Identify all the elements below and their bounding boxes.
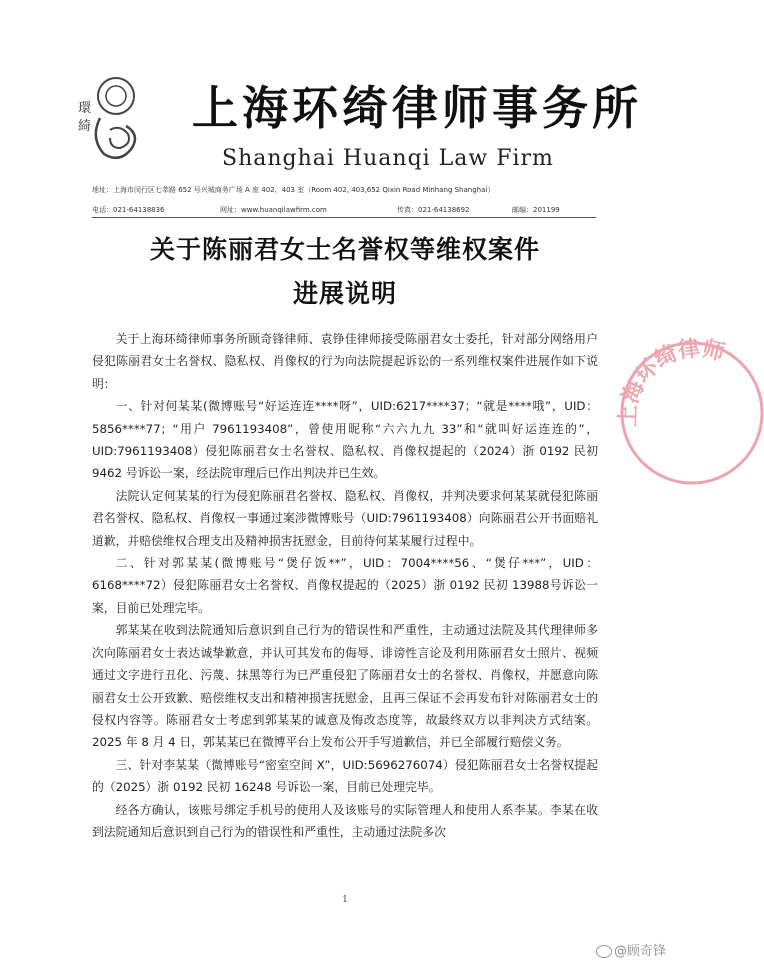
body-paragraph: 经各方确认，该账号绑定手机号的使用人及该账号的实际管理人和使用人系李某。李某在收到法院通知后意识到自己行为的错误性和严重性，主动通过法院多次 bbox=[92, 802, 598, 839]
body-paragraph: 二、针对郭某某(微博账号“煲仔饭**”，UID：7004****56、“煲仔***”，UID：6168****72）侵犯陈丽君女士名誉权、肖像权提起的（2025）浙 0192 民初 13988号诉讼一案，目前已处理完毕。 bbox=[92, 556, 598, 615]
document-body bbox=[92, 328, 598, 843]
firm-name-chinese: 上海环绮律师事务所 bbox=[192, 81, 642, 135]
svg-text:綺: 綺 bbox=[78, 119, 92, 134]
firm-name-english: Shanghai Huanqi Law Firm bbox=[222, 146, 554, 171]
document-title-line1: 关于陈丽君女士名誉权等维权案件 bbox=[149, 235, 540, 264]
svg-text:上海环绮律师: 上海环绮律师 bbox=[615, 335, 728, 428]
body-paragraph: 三、针对李某某（微博账号“密室空间 X”，UID:5696276074）侵犯陈丽君女士名誉权提起的（2025）浙 0192 民初 16248 号诉讼一案，目前已处理完毕。 bbox=[92, 757, 598, 795]
document-title-line2: 进展说明 bbox=[292, 279, 397, 308]
firm-address: 地址：上海市闵行区七莘路 652 号兴城商务广场 A 座 402、403 室（Room 402, 403,652 Qixin Road Minhang Shanghai） bbox=[92, 186, 495, 194]
firm-logo-icon bbox=[70, 68, 142, 164]
body-paragraph: 郭某某在收到法院通知后意识到自己行为的错误性和严重性，主动通过法院及其代理律师多次向陈丽君女士表达诚挚歉意，并认可其发布的侮辱、诽谤性言论及利用陈丽君女士照片、视频通过文字进行丑化、污蔑、抹黑等行为已严重侵犯了陈丽君女士的名誉权、肖像权，并愿意向陈丽君女士公开致歉、赔偿维权支出和精神损害抚慰金，且再三保证不会再发布针对陈丽君女士的侵权内容等。陈丽君女士考虑到郭某某的诚意及悔改态度等，故最终双方以非判决方式结案。2025 年 8 月 4 日，郭某某已在微博平台上发布公开手写道歉信，并已全部履行赔偿义务。 bbox=[92, 623, 598, 750]
page-number: 1 bbox=[342, 895, 348, 905]
svg-text:環: 環 bbox=[78, 101, 92, 116]
weibo-icon bbox=[596, 945, 612, 958]
firm-website: 网址：www.huanqilawfirm.com bbox=[220, 206, 327, 214]
body-paragraph: 一、针对何某某(微博账号“好运连连****呀”，UID:6217****37；“就是****哦”，UID：5856****77；“用户 7961193408”，曾使用昵称“六六九九 33”和“就叫好运连连的”，UID:7961193408）侵犯陈丽君女士名誉权、隐私权、肖像权提起的（2024）浙 0192 民初 9462 号诉讼一案，经法院审理后已作出判决并已生效。 bbox=[92, 399, 598, 481]
firm-fax: 传真：021-64138692 bbox=[397, 206, 470, 214]
watermark-text: @顾奇锋 bbox=[614, 944, 667, 959]
body-paragraph: 关于上海环绮律师事务所顾奇锋律师、袁铮佳律师接受陈丽君女士委托，针对部分网络用户侵犯陈丽君女士名誉权、隐私权、肖像权的行为向法院提起诉讼的一系列维权案件进展作如下说明： bbox=[92, 332, 598, 391]
firm-postcode: 邮编：201199 bbox=[512, 206, 560, 214]
weibo-watermark bbox=[596, 940, 666, 959]
law-firm-seal-stamp bbox=[614, 335, 764, 485]
body-paragraph: 法院认定何某某的行为侵犯陈丽君名誉权、隐私权、肖像权，并判决要求何某某就侵犯陈丽君名誉权、隐私权、肖像权一事通过案涉微博账号（UID:7961193408）向陈丽君公开书面赔礼道歉，并赔偿维权合理支出及精神损害抚慰金，目前待何某某履行过程中。 bbox=[92, 488, 598, 548]
firm-phone: 电话：021-64138836 bbox=[92, 206, 165, 214]
letterhead-divider bbox=[92, 217, 596, 218]
